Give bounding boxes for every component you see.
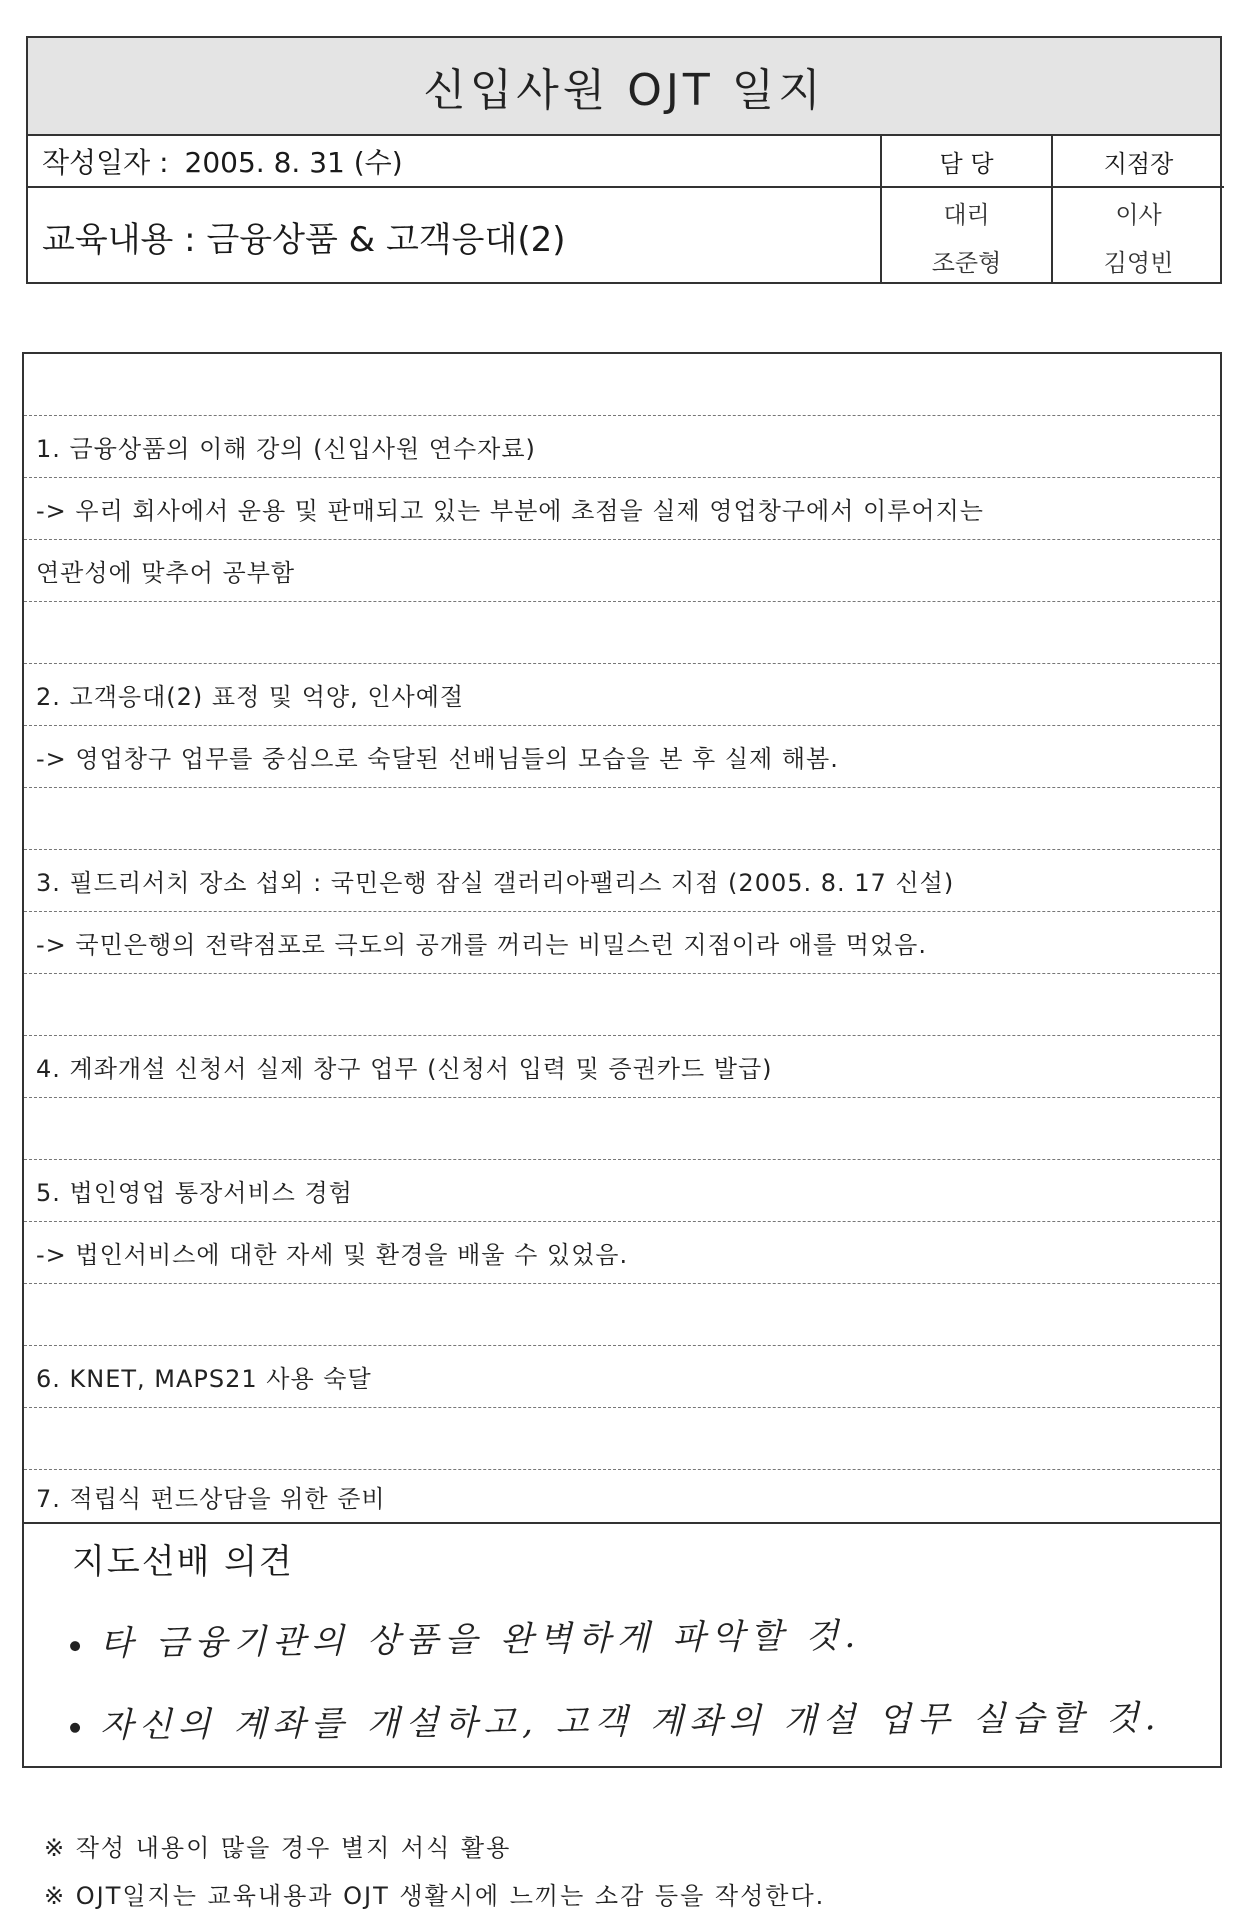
log-line: 연관성에 맞추어 공부함 <box>24 540 1220 602</box>
signature-rank: 대리 <box>943 200 990 229</box>
date-label: 작성일자 : <box>42 146 169 179</box>
title-band <box>28 38 1220 136</box>
form-title: 신입사원 OJT 일지 <box>423 65 825 116</box>
form-header <box>26 36 1222 284</box>
signature-rank: 이사 <box>1115 200 1162 229</box>
date-row <box>28 136 880 188</box>
opinion-line <box>70 1690 1162 1747</box>
bullet-icon <box>70 1723 80 1733</box>
footnote: ※ 작성 내용이 많을 경우 별지 서식 활용 <box>44 1834 512 1862</box>
log-line: 1. 금융상품의 이해 강의 (신입사원 연수자료) <box>24 416 1220 478</box>
log-line: 5. 법인영업 통장서비스 경험 <box>24 1160 1220 1222</box>
log-line <box>24 1408 1220 1470</box>
opinion-title: 지도선배 의견 <box>72 1542 294 1582</box>
log-line <box>24 354 1220 416</box>
footnote: ※ OJT일지는 교육내용과 OJT 생활시에 느끼는 소감 등을 작성한다. <box>44 1882 826 1910</box>
log-line <box>24 974 1220 1036</box>
log-line: 7. 적립식 펀드상담을 위한 준비 <box>24 1470 1220 1524</box>
education-content: 교육내용 : 금융상품 & 고객응대(2) <box>42 219 566 260</box>
signature-role: 담 당 <box>882 136 1051 188</box>
log-line <box>24 1098 1220 1160</box>
log-line: -> 영업창구 업무를 중심으로 숙달된 선배님들의 모습을 본 후 실제 해봄. <box>24 726 1220 788</box>
signature-name: 조준형 <box>931 248 1002 277</box>
log-line <box>24 788 1220 850</box>
signature-branch-head <box>1053 136 1224 284</box>
signature-role: 지점장 <box>1053 136 1224 188</box>
date-value: 2005. 8. 31 (수) <box>184 146 403 179</box>
log-line: -> 국민은행의 전략점포로 극도의 공개를 꺼리는 비밀스런 지점이라 애를 먹었음. <box>24 912 1220 974</box>
log-line: 3. 필드리서치 장소 섭외 : 국민은행 잠실 갤러리아팰리스 지점 (2005. 8. 17 신설) <box>24 850 1220 912</box>
bullet-icon <box>70 1641 80 1651</box>
signature-grid <box>880 136 1222 284</box>
log-line: 2. 고객응대(2) 표정 및 억양, 인사예절 <box>24 664 1220 726</box>
log-box <box>22 352 1222 1768</box>
opinion-text: 타 금융기관의 상품을 완벽하게 파악할 것. <box>99 1615 862 1664</box>
log-line: -> 우리 회사에서 운용 및 판매되고 있는 부분에 초점을 실제 영업창구에서 이루어지는 <box>24 478 1220 540</box>
signature-manager <box>882 136 1053 284</box>
opinion-text: 자신의 계좌를 개설하고, 고객 계좌의 개설 업무 실습할 것. <box>99 1698 1162 1746</box>
signature-name: 김영빈 <box>1103 248 1174 277</box>
mentor-opinion <box>24 1524 1220 1768</box>
log-line: -> 법인서비스에 대한 자세 및 환경을 배울 수 있었음. <box>24 1222 1220 1284</box>
log-line: 4. 계좌개설 신청서 실제 창구 업무 (신청서 입력 및 증권카드 발급) <box>24 1036 1220 1098</box>
log-line <box>24 1284 1220 1346</box>
log-line: 6. KNET, MAPS21 사용 숙달 <box>24 1346 1220 1408</box>
log-line <box>24 602 1220 664</box>
opinion-line <box>70 1608 862 1665</box>
